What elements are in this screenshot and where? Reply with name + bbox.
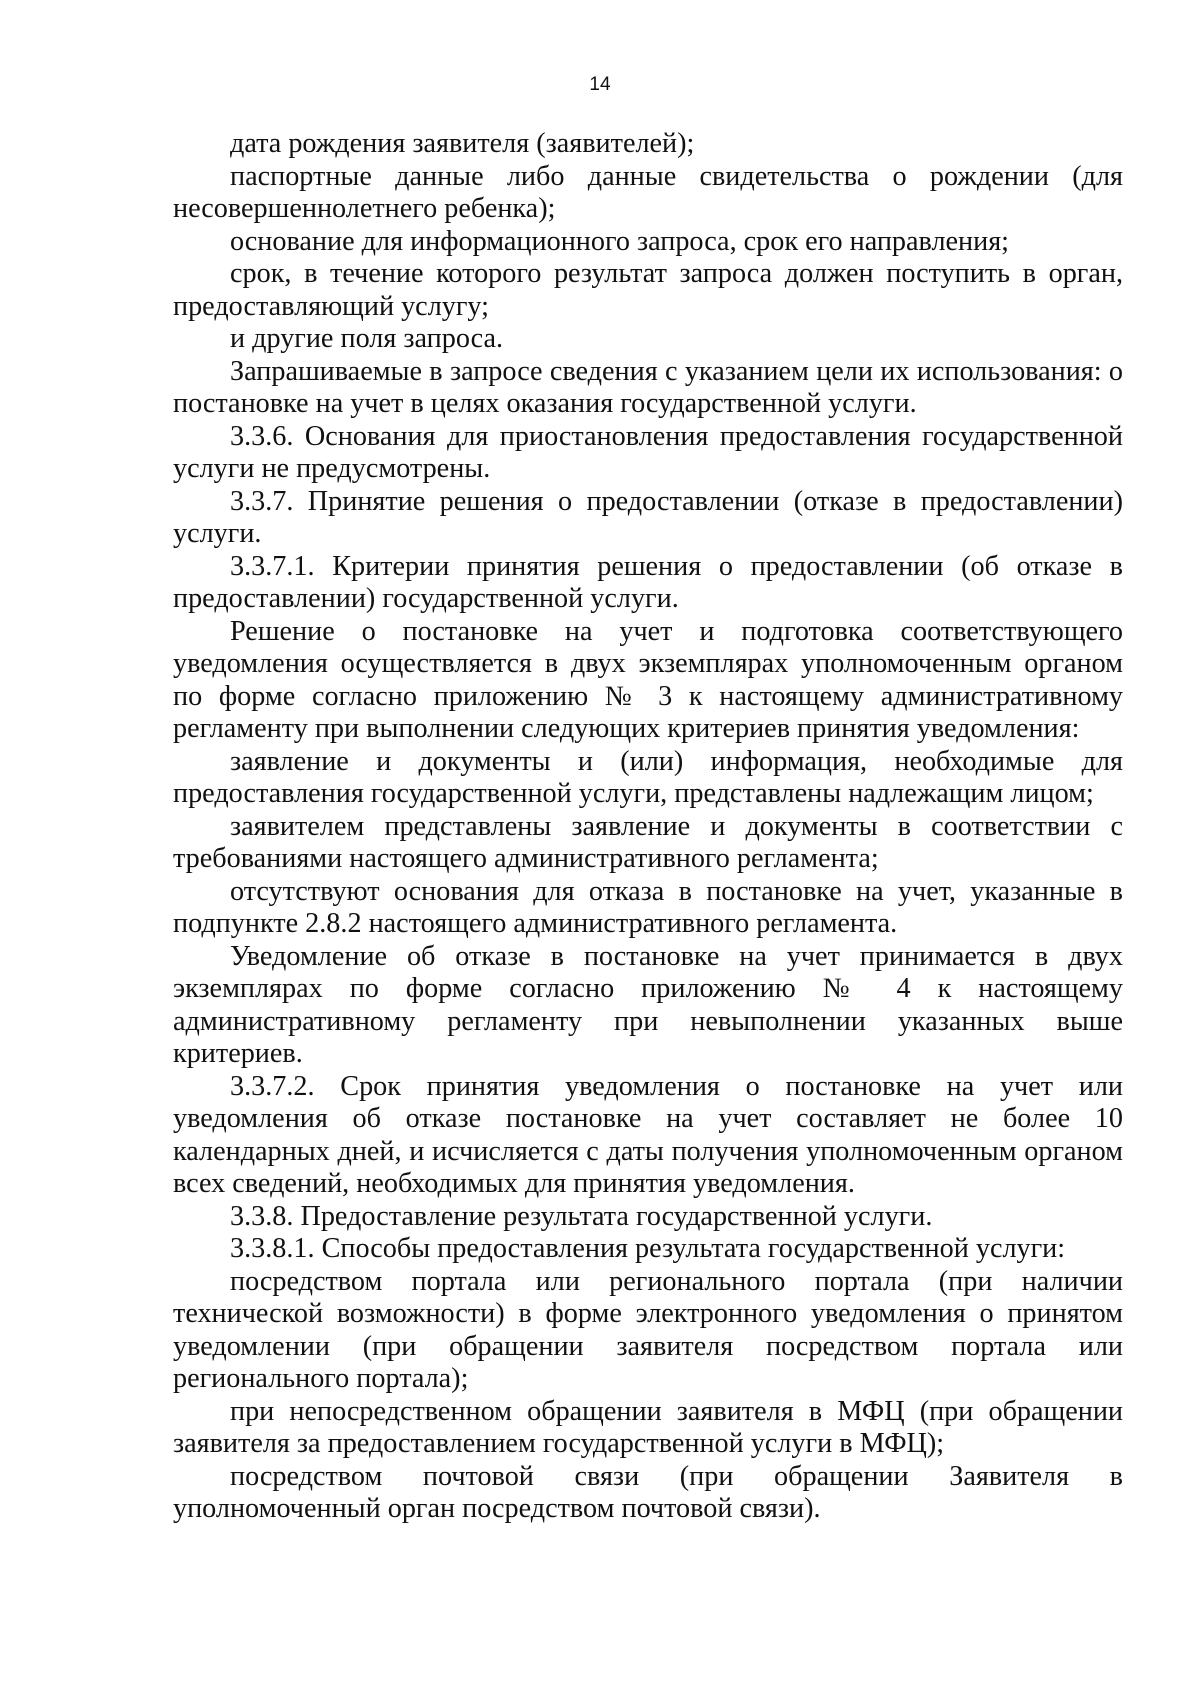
paragraph: посредством почтовой связи (при обращении Заявителя в уполномоченный орган посредством почтовой связи). — [173, 1460, 1123, 1524]
paragraph: 3.3.7.2. Срок принятия уведомления о постановке на учет или уведомления об отказе постановке на учет составляет не более 10 календарных дней, и исчисляется с даты получения уполномоченным органом всех сведений, необходимых для принятия уведомления. — [173, 1070, 1123, 1199]
paragraph: 3.3.8. Предоставление результата государственной услуги. — [230, 1200, 933, 1232]
page-number: 14 — [589, 74, 611, 95]
paragraph: 3.3.8.1. Способы предоставления результата государственной услуги: — [230, 1233, 1066, 1264]
paragraph: 3.3.7. Принятие решения о предоставлении (отказе в предоставлении) услуги. — [173, 485, 1123, 549]
paragraph: отсутствуют основания для отказа в постановке на учет, указанные в подпункте 2.8.2 настоящего административного регламента. — [173, 875, 1123, 939]
paragraph: паспортные данные либо данные свидетельства о рождении (для несовершеннолетнего ребенка); — [173, 160, 1123, 224]
paragraph: Запрашиваемые в запросе сведения с указанием цели их использования: о постановке на учет в целях оказания государственной услуги. — [173, 355, 1123, 419]
paragraph: срок, в течение которого результат запроса должен поступить в орган, предоставляющий услугу; — [173, 258, 1123, 322]
paragraph: дата рождения заявителя (заявителей); — [230, 128, 695, 159]
document-body — [173, 128, 1123, 1526]
paragraph: заявителем представлены заявление и документы в соответствии с требованиями настоящего административного регламента; — [173, 810, 1123, 874]
paragraph: и другие поля запроса. — [230, 323, 504, 354]
paragraph: при непосредственном обращении заявителя в МФЦ (при обращении заявителя за предоставлением государственной услуги в МФЦ); — [173, 1395, 1123, 1459]
paragraph: основание для информационного запроса, срок его направления; — [230, 225, 1010, 257]
paragraph: Решение о постановке на учет и подготовка соответствующего уведомления осуществляется в двух экземплярах уполномоченным органом по форме согласно приложению № 3 к настоящему административному регламенту при выполнении следующих критериев принятия уведомления: — [173, 615, 1123, 744]
paragraph: 3.3.6. Основания для приостановления предоставления государственной услуги не предусмотрены. — [173, 420, 1123, 484]
paragraph: заявление и документы и (или) информация, необходимые для предоставления государственной услуги, представлены надлежащим лицом; — [173, 745, 1123, 809]
paragraph: 3.3.7.1. Критерии принятия решения о предоставлении (об отказе в предоставлении) государственной услуги. — [173, 550, 1123, 614]
paragraph: посредством портала или регионального портала (при наличии технической возможности) в форме электронного уведомления о принятом уведомлении (при обращении заявителя посредством портала или регионального портала); — [173, 1265, 1123, 1394]
paragraph: Уведомление об отказе в постановке на учет принимается в двух экземплярах по форме согласно приложению № 4 к настоящему административному регламенту при невыполнении указанных выше критериев. — [173, 940, 1123, 1069]
